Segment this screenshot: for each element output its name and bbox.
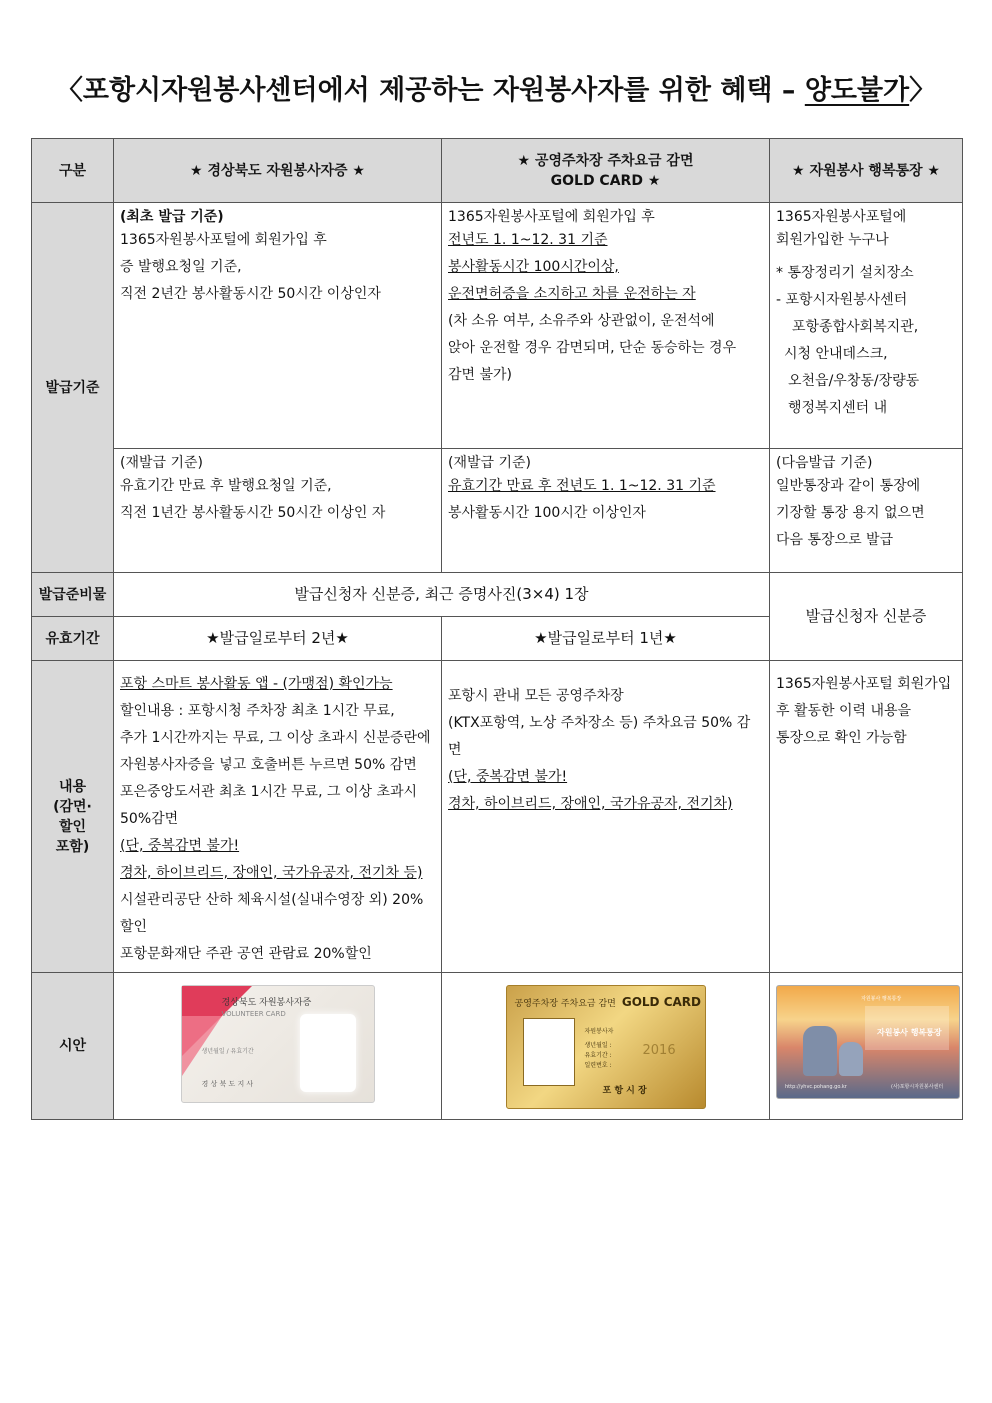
card2-field: 생년월일 : [584,1042,612,1049]
card3-center: (사)포항시자원봉사센터 [891,1084,944,1090]
row-head-documents: 발급준비물 [32,573,114,617]
header-happy-bankbook: ★ 자원봉사 행복통장 ★ [770,139,963,203]
row-criteria-reissue [32,449,963,573]
card1-footer: 경 상 북 도 지 사 [201,1080,254,1088]
happy-bankbook-image [776,985,960,1099]
title-underlined: 양도불가 [804,75,910,106]
row-head-sample: 시안 [32,973,114,1120]
card-decoration [182,1016,222,1076]
card2-year: 2016 [642,1043,676,1058]
photo-placeholder [300,1014,356,1092]
row-content [32,661,963,973]
card3-caption: 자원봉사 행복통장 [861,996,902,1002]
validity-col1: ★발급일로부터 2년★ [114,617,442,661]
hand-sculpture-icon [803,1026,837,1076]
criteria-first-col2: 1365자원봉사포털에 회원가입 후 전년도 1. 1~12. 31 기준 봉사활동시간 100시간이상, 운전면허증을 소지하고 차를 운전하는 자 (차 소유 여부, 소유주와 상관없이, 운전석에 앉아 운전할 경우 감면되며, 단순 동승하는 경우 감면 불가) [442,203,770,449]
criteria-first-col3: 1365자원봉사포털에 회원가입한 누구나 * 통장정리기 설치장소 - 포항시자원봉사센터 포항종합사회복지관, 시청 안내데스크, 오천읍/우창동/장량동 행정복지센터 내 [770,203,963,449]
volunteer-card-image [181,985,375,1103]
sample-col3 [770,973,963,1120]
content-col1: 포항 스마트 봉사활동 앱 - (가맹점) 확인가능 할인내용 : 포항시청 주차장 최초 1시간 무료, 추가 1시간까지는 무료, 그 이상 초과시 신분증란에 자원봉사자증을 넣고 호출버튼 누르면 50% 감면 포은중앙도서관 최초 1시간 무료, 그 이상 초과시 50%감면 (단, 중복감면 불가! 경차, 하이브리드, 장애인, 국가유공자, 전기차 등) 시설관리공단 산하 체육시설(실내수영장 외) 20%할인 포항문화재단 주관 공연 관람료 20%할인 [114,661,442,973]
benefits-table [31,138,963,1120]
documents-text: 발급신청자 신분증, 최근 증명사진(3×4) 1장 [114,573,770,617]
hand-sculpture-icon [839,1042,863,1076]
header-gold-card: ★ 공영주차장 주차요금 감면 GOLD CARD ★ [442,139,770,203]
row-criteria-first [32,203,963,449]
card3-url: http://yhvc.pohang.go.kr [785,1084,847,1090]
row-head-content: 내용 (감면· 할인 포함) [32,661,114,973]
card2-header: 공영주차장 주차요금 감면 GOLD CARD [514,995,701,1009]
criteria-reissue-col1: (재발급 기준) 유효기간 만료 후 발행요청일 기준, 직전 1년간 봉사활동시간 50시간 이상인 자 [114,449,442,573]
header-volunteer-card: ★ 경상북도 자원봉사자증 ★ [114,139,442,203]
content-col3: 1365자원봉사포털 회원가입 후 활동한 이력 내용을 통장으로 확인 가능함 [770,661,963,973]
gold-card-image [506,985,706,1109]
sample-col2 [442,973,770,1120]
card1-subtitle: VOLUNTEER CARD [221,1010,286,1018]
photo-placeholder [523,1018,575,1086]
header-row [32,139,963,203]
header-category: 구분 [32,139,114,203]
row-head-validity: 유효기간 [32,617,114,661]
card2-mayor: 포 항 시 장 [602,1086,647,1096]
sample-col1 [114,973,442,1120]
criteria-reissue-col3: (다음발급 기준) 일반통장과 같이 통장에 기장할 통장 용지 없으면 다음 통장으로 발급 [770,449,963,573]
validity-col2: ★발급일로부터 1년★ [442,617,770,661]
card2-field: 일련번호 : [584,1062,612,1069]
card1-title: 경상북도 자원봉사자증 [221,998,312,1008]
card3-title: 자원봉사 행복통장 [877,1028,942,1037]
row-sample [32,973,963,1120]
content-col2: 포항시 관내 모든 공영주차장 (KTX포항역, 노상 주차장소 등) 주차요금 50% 감면 (단, 중복감면 불가! 경차, 하이브리드, 장애인, 국가유공자, 전기차) [442,661,770,973]
criteria-reissue-col2: (재발급 기준) 유효기간 만료 후 전년도 1. 1~12. 31 기준 봉사활동시간 100시간 이상인자 [442,449,770,573]
card2-field: 자원봉사자 [584,1028,614,1035]
criteria-first-col1: (최초 발급 기준) 1365자원봉사포털에 회원가입 후 증 발행요청일 기준, 직전 2년간 봉사활동시간 50시간 이상인자 [114,203,442,449]
card1-fields: 생년월일 / 유효기간 [201,1048,254,1055]
row-head-criteria: 발급기준 [32,203,114,573]
documents-col3: 발급신청자 신분증 [770,573,963,661]
page-title: 〈포항시자원봉사센터에서 제공하는 자원봉사자를 위한 혜택 – 양도불가〉 [55,75,937,106]
card2-field: 유효기간 : [584,1052,612,1059]
row-documents [32,573,963,617]
